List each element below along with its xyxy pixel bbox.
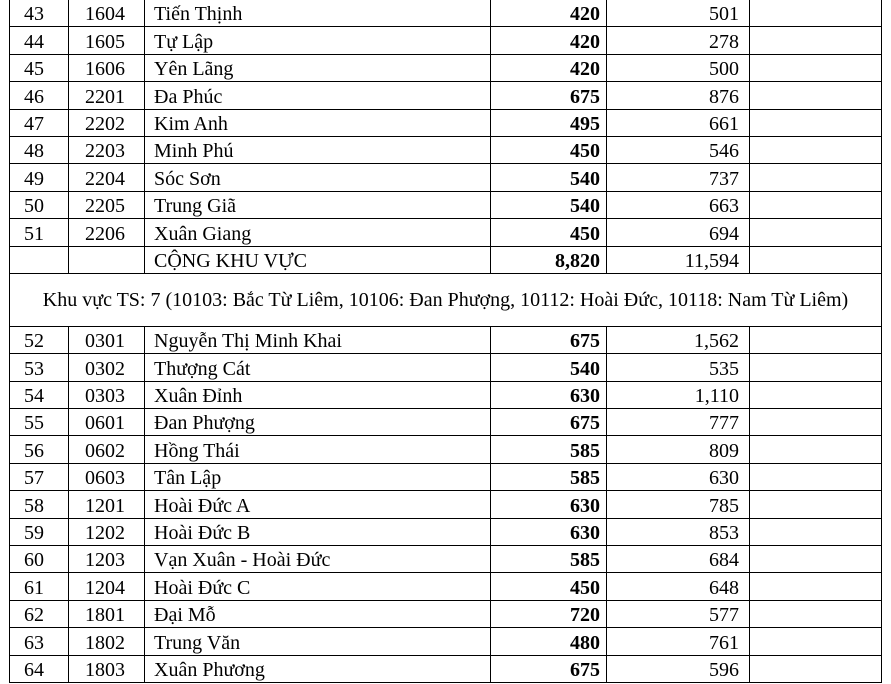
region-header-row <box>10 273 882 326</box>
row-empty <box>750 82 882 109</box>
row-registered: 661 <box>607 109 750 136</box>
row-empty <box>750 164 882 191</box>
table-row <box>10 491 882 518</box>
row-registered: 663 <box>607 191 750 218</box>
row-school-code: 2202 <box>69 109 145 136</box>
subtotal-stt <box>10 246 69 273</box>
row-school-code: 2204 <box>69 164 145 191</box>
row-school-name: Hoài Đức B <box>145 518 491 545</box>
table-body-top <box>10 0 882 246</box>
row-quota: 420 <box>491 27 607 54</box>
table-row <box>10 546 882 573</box>
row-quota: 675 <box>491 82 607 109</box>
row-school-name: Xuân Giang <box>145 219 491 246</box>
row-quota: 675 <box>491 655 607 682</box>
row-registered: 737 <box>607 164 750 191</box>
row-stt: 47 <box>10 109 69 136</box>
row-school-code: 0603 <box>69 463 145 490</box>
row-registered: 694 <box>607 219 750 246</box>
table-row <box>10 109 882 136</box>
row-school-code: 1204 <box>69 573 145 600</box>
row-school-code: 0301 <box>69 326 145 353</box>
row-empty <box>750 109 882 136</box>
row-school-name: Kim Anh <box>145 109 491 136</box>
row-school-code: 0302 <box>69 354 145 381</box>
row-quota: 495 <box>491 109 607 136</box>
row-stt: 56 <box>10 436 69 463</box>
row-stt: 45 <box>10 54 69 81</box>
row-registered: 809 <box>607 436 750 463</box>
row-stt: 57 <box>10 463 69 490</box>
row-registered: 501 <box>607 0 750 27</box>
row-school-code: 1605 <box>69 27 145 54</box>
row-empty <box>750 326 882 353</box>
row-quota: 675 <box>491 409 607 436</box>
row-school-name: Tân Lập <box>145 463 491 490</box>
row-stt: 44 <box>10 27 69 54</box>
row-school-code: 1202 <box>69 518 145 545</box>
row-empty <box>750 54 882 81</box>
row-quota: 585 <box>491 436 607 463</box>
row-stt: 48 <box>10 136 69 163</box>
table-row <box>10 0 882 27</box>
row-school-name: Đan Phượng <box>145 409 491 436</box>
row-registered: 278 <box>607 27 750 54</box>
row-stt: 60 <box>10 546 69 573</box>
row-empty <box>750 409 882 436</box>
row-registered: 596 <box>607 655 750 682</box>
row-school-name: Trung Giã <box>145 191 491 218</box>
subtotal-row <box>10 246 882 273</box>
row-school-code: 0303 <box>69 381 145 408</box>
row-school-name: Xuân Phương <box>145 655 491 682</box>
table-row <box>10 164 882 191</box>
row-school-code: 1606 <box>69 54 145 81</box>
row-school-name: Đại Mỗ <box>145 600 491 627</box>
row-stt: 43 <box>10 0 69 27</box>
row-school-code: 1802 <box>69 628 145 655</box>
table-row <box>10 628 882 655</box>
row-school-code: 2205 <box>69 191 145 218</box>
table-row <box>10 573 882 600</box>
row-registered: 535 <box>607 354 750 381</box>
row-quota: 450 <box>491 219 607 246</box>
row-stt: 46 <box>10 82 69 109</box>
row-registered: 577 <box>607 600 750 627</box>
table-row <box>10 326 882 353</box>
row-quota: 420 <box>491 54 607 81</box>
row-empty <box>750 27 882 54</box>
row-registered: 648 <box>607 573 750 600</box>
row-school-name: Tiến Thịnh <box>145 0 491 27</box>
row-empty <box>750 491 882 518</box>
row-empty <box>750 436 882 463</box>
row-quota: 630 <box>491 518 607 545</box>
table-row <box>10 463 882 490</box>
row-school-name: Yên Lãng <box>145 54 491 81</box>
row-school-name: Nguyễn Thị Minh Khai <box>145 326 491 353</box>
row-quota: 540 <box>491 354 607 381</box>
row-empty <box>750 354 882 381</box>
row-quota: 585 <box>491 546 607 573</box>
row-registered: 1,110 <box>607 381 750 408</box>
row-school-code: 1801 <box>69 600 145 627</box>
table-row <box>10 655 882 682</box>
table-row <box>10 136 882 163</box>
subtotal-empty <box>750 246 882 273</box>
row-school-name: Thượng Cát <box>145 354 491 381</box>
row-quota: 630 <box>491 381 607 408</box>
row-registered: 853 <box>607 518 750 545</box>
row-stt: 50 <box>10 191 69 218</box>
row-stt: 59 <box>10 518 69 545</box>
row-stt: 51 <box>10 219 69 246</box>
table-row <box>10 436 882 463</box>
table-row <box>10 191 882 218</box>
row-empty <box>750 628 882 655</box>
table-row <box>10 518 882 545</box>
row-stt: 63 <box>10 628 69 655</box>
row-stt: 62 <box>10 600 69 627</box>
row-school-code: 0601 <box>69 409 145 436</box>
row-school-name: Trung Văn <box>145 628 491 655</box>
row-school-code: 2203 <box>69 136 145 163</box>
table-row <box>10 82 882 109</box>
row-school-name: Hoài Đức C <box>145 573 491 600</box>
row-empty <box>750 0 882 27</box>
row-empty <box>750 136 882 163</box>
row-registered: 876 <box>607 82 750 109</box>
row-registered: 684 <box>607 546 750 573</box>
row-stt: 49 <box>10 164 69 191</box>
row-registered: 546 <box>607 136 750 163</box>
row-quota: 540 <box>491 164 607 191</box>
row-registered: 777 <box>607 409 750 436</box>
row-school-code: 1604 <box>69 0 145 27</box>
table-row <box>10 600 882 627</box>
table-body-bottom <box>10 326 882 682</box>
table-row <box>10 354 882 381</box>
row-registered: 1,562 <box>607 326 750 353</box>
row-stt: 52 <box>10 326 69 353</box>
table-row <box>10 27 882 54</box>
table-row <box>10 409 882 436</box>
row-school-code: 2206 <box>69 219 145 246</box>
row-empty <box>750 600 882 627</box>
row-school-name: Xuân Đỉnh <box>145 381 491 408</box>
row-empty <box>750 191 882 218</box>
row-empty <box>750 655 882 682</box>
row-school-code: 1201 <box>69 491 145 518</box>
row-quota: 450 <box>491 136 607 163</box>
row-stt: 54 <box>10 381 69 408</box>
row-stt: 61 <box>10 573 69 600</box>
row-quota: 420 <box>491 0 607 27</box>
row-stt: 53 <box>10 354 69 381</box>
row-registered: 630 <box>607 463 750 490</box>
row-registered: 761 <box>607 628 750 655</box>
row-school-name: Hồng Thái <box>145 436 491 463</box>
row-quota: 540 <box>491 191 607 218</box>
row-quota: 585 <box>491 463 607 490</box>
school-quota-table <box>9 0 882 683</box>
row-quota: 720 <box>491 600 607 627</box>
row-quota: 480 <box>491 628 607 655</box>
row-empty <box>750 463 882 490</box>
row-stt: 64 <box>10 655 69 682</box>
subtotal-code <box>69 246 145 273</box>
table-row <box>10 219 882 246</box>
row-empty <box>750 219 882 246</box>
row-school-code: 0602 <box>69 436 145 463</box>
row-school-name: Sóc Sơn <box>145 164 491 191</box>
row-quota: 630 <box>491 491 607 518</box>
row-school-name: Minh Phú <box>145 136 491 163</box>
row-school-name: Vạn Xuân - Hoài Đức <box>145 546 491 573</box>
row-school-name: Hoài Đức A <box>145 491 491 518</box>
row-quota: 675 <box>491 326 607 353</box>
row-empty <box>750 518 882 545</box>
subtotal-section <box>10 246 882 326</box>
table-row <box>10 381 882 408</box>
row-empty <box>750 573 882 600</box>
row-empty <box>750 546 882 573</box>
row-school-code: 1203 <box>69 546 145 573</box>
row-registered: 785 <box>607 491 750 518</box>
row-registered: 500 <box>607 54 750 81</box>
row-school-code: 2201 <box>69 82 145 109</box>
row-school-name: Tự Lập <box>145 27 491 54</box>
subtotal-quota: 8,820 <box>491 246 607 273</box>
subtotal-registered: 11,594 <box>607 246 750 273</box>
row-school-name: Đa Phúc <box>145 82 491 109</box>
row-stt: 58 <box>10 491 69 518</box>
row-school-code: 1803 <box>69 655 145 682</box>
row-quota: 450 <box>491 573 607 600</box>
row-empty <box>750 381 882 408</box>
subtotal-label: CỘNG KHU VỰC <box>145 246 491 273</box>
row-stt: 55 <box>10 409 69 436</box>
region-header: Khu vực TS: 7 (10103: Bắc Từ Liêm, 10106: Đan Phượng, 10112: Hoài Đức, 10118: Nam Từ Liêm) <box>10 273 882 326</box>
table-row <box>10 54 882 81</box>
